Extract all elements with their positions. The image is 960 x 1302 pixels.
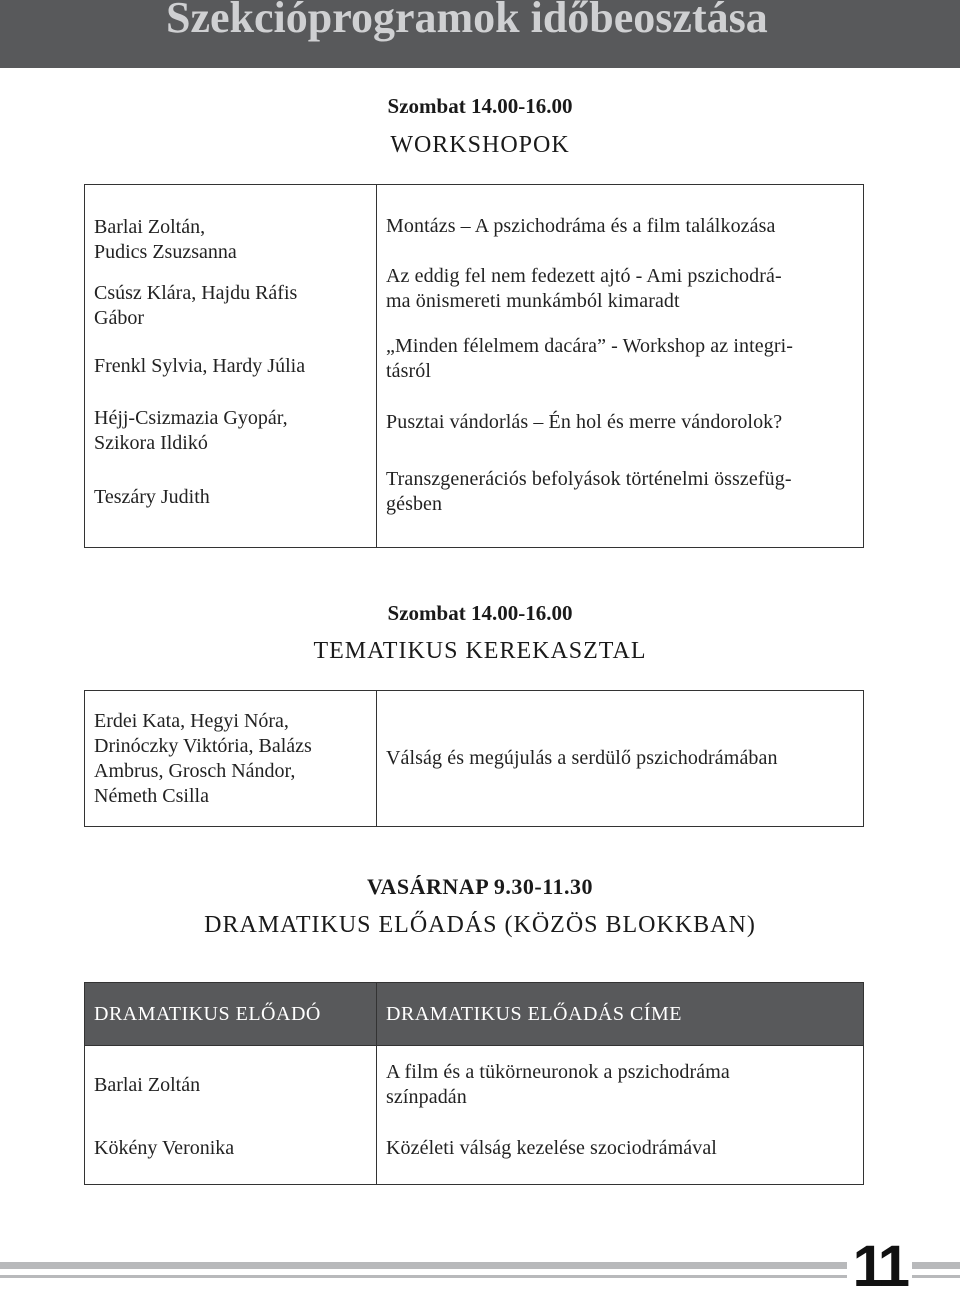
list-item: Válság és megújulás a serdülő pszichodrámában — [386, 747, 778, 769]
dramatic-col-title: DRAMATIKUS ELŐADÁS CÍME — [377, 983, 864, 1046]
page-title: Szekcióprogramok időbeosztása — [166, 0, 768, 42]
footer-bar-thin — [0, 1275, 960, 1278]
roundtable-title-cell — [377, 691, 864, 827]
list-item: Kökény Veronika — [94, 1136, 235, 1159]
list-item: Montázs – A pszichodráma és a film találkozása — [386, 214, 776, 237]
list-item: Transzgenerációs befolyások történelmi összefüg- gésben — [386, 468, 792, 515]
workshops-title: WORKSHOPOK — [390, 132, 570, 158]
roundtable-time: Szombat 14.00-16.00 — [387, 601, 573, 625]
roundtable-table — [84, 690, 864, 827]
dramatic-time: VASÁRNAP 9.30-11.30 — [366, 874, 594, 899]
footer-bar — [0, 1262, 960, 1269]
list-item: Barlai Zoltán — [94, 1073, 201, 1096]
dramatic-col-presenter: DRAMATIKUS ELŐADÓ — [85, 983, 377, 1046]
workshops-titles-cell — [377, 185, 864, 548]
table-row — [85, 1046, 377, 1185]
dramatic-table — [84, 982, 864, 1185]
list-item: Barlai Zoltán, Pudics Zsuzsanna — [94, 216, 237, 263]
list-item: Frenkl Sylvia, Hardy Júlia — [94, 354, 306, 377]
dramatic-title: DRAMATIKUS ELŐADÁS (KÖZÖS BLOKKBAN) — [204, 912, 756, 938]
list-item: Pusztai vándorlás – Én hol és merre vándorolok? — [386, 410, 783, 433]
roundtable-title: TEMATIKUS KEREKASZTAL — [313, 638, 647, 664]
page-number: 11 — [847, 1232, 912, 1302]
list-item: „Minden félelmem dacára” - Workshop az integri- tásról — [386, 335, 793, 382]
list-item: Az eddig fel nem fedezett ajtó - Ami pszichodrá- ma önismereti munkámból kimaradt — [386, 265, 782, 312]
list-item: Közéleti válság kezelése szociodrámával — [386, 1136, 717, 1159]
workshops-time: Szombat 14.00-16.00 — [387, 94, 573, 118]
list-item: Csúsz Klára, Hajdu Ráfis Gábor — [94, 282, 298, 329]
list-item: Héjj-Csizmazia Gyopár, Szikora Ildikó — [94, 407, 288, 454]
list-item: A film és a tükörneuronok a pszichodráma színpadán — [386, 1061, 730, 1108]
table-row — [377, 1046, 864, 1185]
workshops-presenters-cell — [85, 185, 377, 548]
workshops-table — [84, 184, 864, 548]
list-item: Erdei Kata, Hegyi Nóra, Drinóczky Viktória, Balázs Ambrus, Grosch Nándor, Németh Csilla — [94, 709, 312, 807]
roundtable-presenters-cell — [85, 691, 377, 827]
list-item: Teszáry Judith — [94, 485, 210, 508]
page-header — [0, 0, 960, 68]
